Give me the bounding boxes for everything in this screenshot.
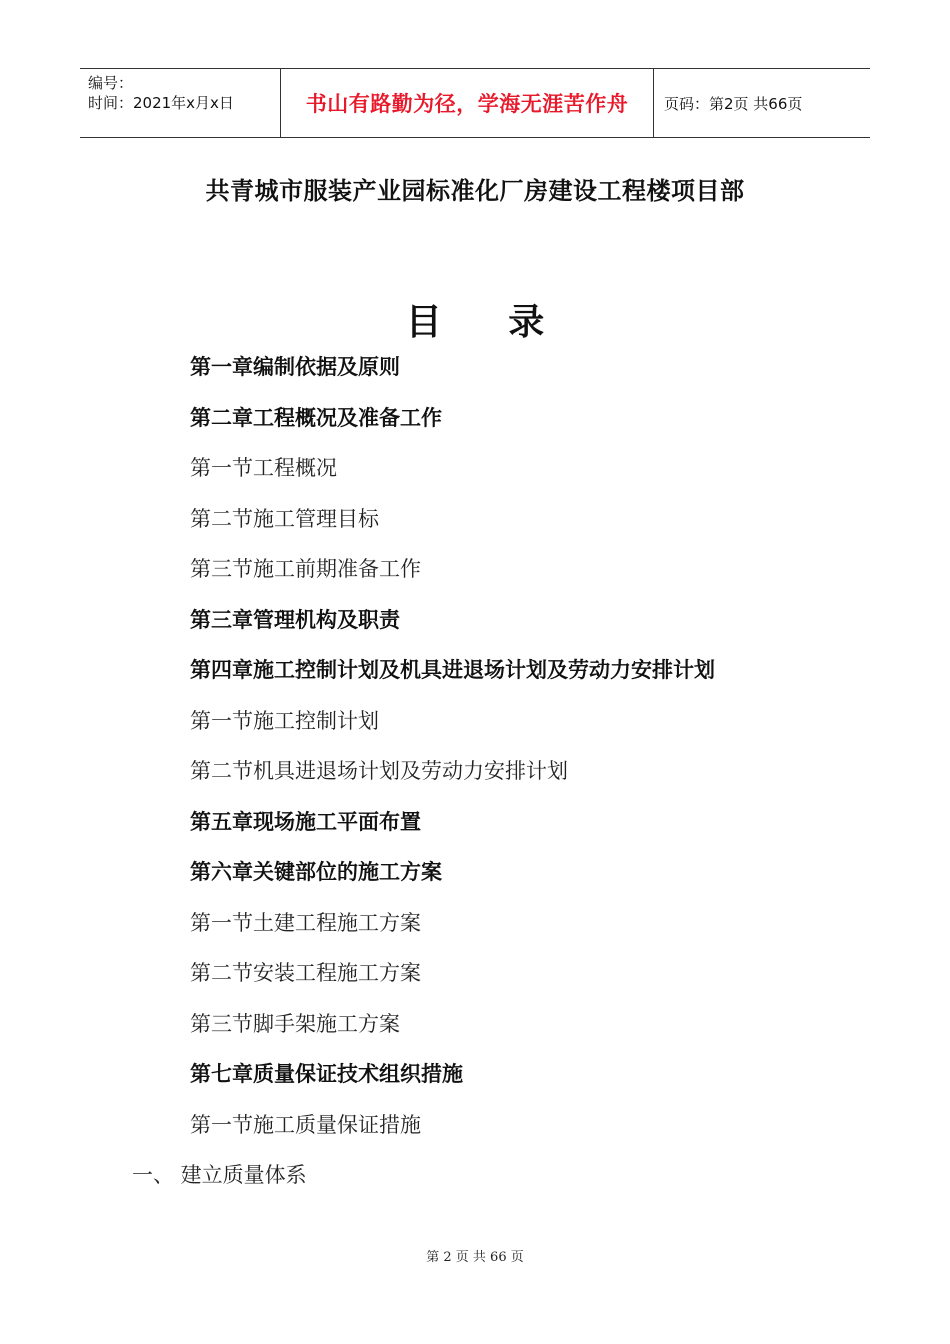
header-meta [80,69,281,137]
toc-entry-section[interactable]: 第三节脚手架施工方案 [190,1011,400,1036]
toc-entry-section[interactable]: 第一节施工控制计划 [190,708,379,733]
toc-entry-section[interactable]: 第一节工程概况 [190,456,337,480]
toc-entry-chapter[interactable]: 第三章管理机构及职责 [190,607,400,632]
page-footer: 第 2 页 共 66 页 [426,1250,524,1265]
document-number-label: 编号： [88,74,134,92]
toc-entry-chapter[interactable]: 第六章关键部位的施工方案 [190,860,442,884]
organization-title: 共青城市服装产业园标准化厂房建设工程楼项目部 [205,177,745,205]
toc-entry-section[interactable]: 第一节土建工程施工方案 [190,910,421,935]
toc-entry-section[interactable]: 第二节机具进退场计划及劳动力安排计划 [190,759,568,783]
toc-entry-chapter[interactable]: 第七章质量保证技术组织措施 [190,1062,463,1086]
table-of-contents [132,349,890,1208]
header-motto: 书山有路勤为径，学海无涯苦作舟 [281,69,654,137]
toc-entry-section[interactable]: 第二节安装工程施工方案 [190,961,421,985]
toc-entry-chapter[interactable]: 第一章编制依据及原则 [190,355,400,379]
toc-entry-chapter[interactable]: 第五章现场施工平面布置 [190,809,421,834]
document-date: 时间：2021年x月x日 [88,94,234,112]
toc-entry-chapter[interactable]: 第四章施工控制计划及机具进退场计划及劳动力安排计划 [190,658,715,682]
toc-entry-chapter[interactable]: 第二章工程概况及准备工作 [190,405,442,430]
toc-entry-section[interactable]: 第二节施工管理目标 [190,506,379,531]
page-header [80,68,870,138]
header-page-info: 页码：第2页 共66页 [664,94,803,113]
toc-entry-section[interactable]: 第三节施工前期准备工作 [190,557,421,581]
toc-heading: 目 录 [405,302,545,343]
toc-entry-sub[interactable]: 一、 建立质量体系 [132,1163,307,1187]
toc-entry-section[interactable]: 第一节施工质量保证措施 [190,1112,421,1137]
